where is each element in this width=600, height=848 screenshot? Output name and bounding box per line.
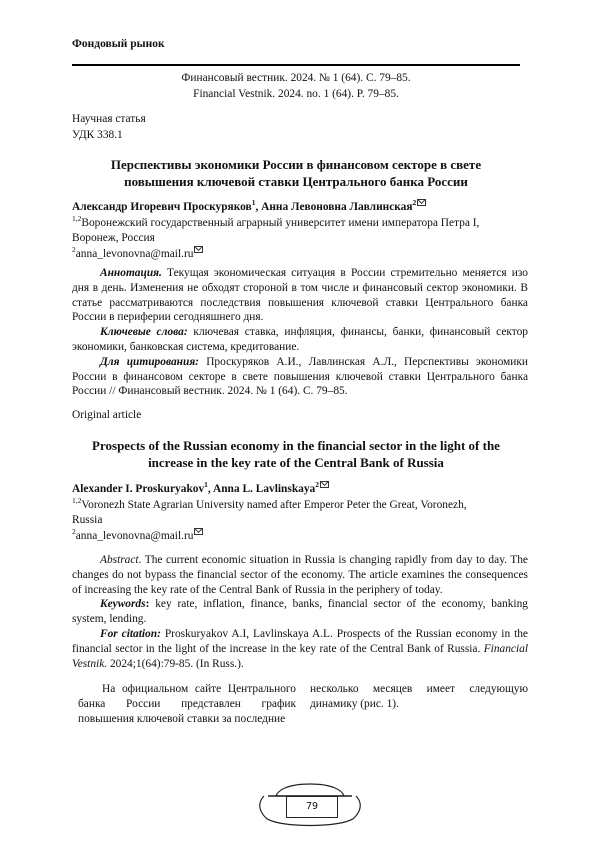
header-rule (72, 64, 520, 66)
ru-keywords (72, 325, 528, 355)
ru-cite-label: Для цитирования: (100, 355, 199, 368)
ru-udc: УДК 338.1 (72, 128, 123, 141)
ru-title-line: повышения ключевой ставки Центрального банка России (124, 174, 468, 189)
en-email[interactable]: anna_levonovna@mail.ru (75, 529, 194, 542)
ru-article-type: Научная статья (72, 113, 146, 125)
ru-cite-text: Проскуряков А.И., Лавлинская А.Л., Перспективы экономики России в финансовом секторе в свете повышения ключевой ставки Центрального банка России // Финансовый вестник. 2024. № 1 (64). С. 79–85. (72, 355, 528, 398)
ru-abstract (72, 266, 528, 325)
envelope-icon (320, 481, 329, 488)
ru-email-sup: 2 (72, 244, 76, 254)
en-abstract-label: Abstract (100, 554, 139, 566)
en-affiliation (72, 495, 532, 514)
ru-author-1: Александр Игоревич Проскуряков (72, 201, 252, 213)
ru-affiliation (72, 213, 532, 232)
en-cite-label: For citation: (100, 627, 161, 640)
ru-abstract-block (72, 266, 528, 399)
ru-author-1-sup: 1 (251, 198, 256, 208)
en-author-line: Alexander I. Proskuryakov$^1$, Anna L. Lavlinskaya$^2$ (72, 482, 532, 498)
en-cite-text: Proskuryakov A.I, Lavlinskaya A.L. Prospects of the Russian economy in the financial sector in the light of the increase in the key rate of the Central Bank of Russia. (72, 627, 528, 655)
envelope-icon (417, 199, 426, 206)
en-email-sup: 2 (72, 526, 76, 536)
page-number: 79 (286, 796, 338, 818)
body-column-right (310, 682, 528, 712)
envelope-icon (194, 246, 203, 253)
en-abstract-text: The current economic situation in Russia is changing rapidly from day to day. The changes do not bypass the financial sector of the economy. The article examines the consequences of increasing the key rate of the Central Bank of Russia in the periphery of today. (72, 554, 528, 596)
en-title-line: Prospects of the Russian economy in the financial sector in the light of the (92, 438, 500, 453)
citation-en: Financial Vestnik. 2024. no. 1 (64). P. 79–85. (193, 88, 399, 100)
en-author-1-sup: 1 (204, 480, 208, 490)
ru-abstract-text: Текущая экономическая ситуация в России стремительно меняется изо дня в день. Изменения не обходят стороной в том числе и финансовый сектор экономики. В статье рассматриваются последствия повышения ключевой ставки Центрального банка России в периферии сегодняшнего дня. (72, 267, 528, 324)
en-cite-journal: Financial Vestnik (72, 642, 528, 670)
ru-keywords-text: ключевая ставка, инфляция, финансы, банки, финансовый сектор экономики, банковская система, кредитование. (72, 326, 528, 353)
ru-article-meta (72, 112, 146, 143)
en-author-2: Anna L. Lavlinskaya (213, 483, 316, 495)
en-title (72, 437, 520, 471)
ru-email-line (72, 244, 532, 263)
ru-authors (72, 200, 532, 262)
body-paragraph: На официальном сайте Центрального банка России представлен график повышения ключевой ставки за последние (78, 683, 296, 725)
en-affiliation-line: Russia (72, 514, 103, 526)
ru-citation (72, 355, 528, 399)
ru-title-line: Перспективы экономики России в финансовом секторе в свете (110, 157, 482, 172)
body-column-left (78, 682, 296, 727)
ru-author-line: Александр Игоревич Проскуряков$^1$, Анна Левоновна Лавлинская$^2$ (72, 200, 532, 216)
en-authors (72, 482, 532, 544)
en-keywords: Keywords: key rate, inflation, finance, banks, financial sector of the economy, banking system, lending. (72, 598, 528, 626)
en-author-1: Alexander I. Proskuryakov (72, 483, 205, 495)
en-abstract: Abstract. The current economic situation in Russia is changing rapidly from day to day. The changes do not bypass the financial sector of the economy. The article examines the consequences of increasing the key rate of the Central Bank of Russia in the periphery of today. (72, 554, 528, 596)
en-keywords-text: key rate, inflation, finance, banks, financial sector of the economy, banking system, lending. (72, 598, 528, 626)
ru-author-2: Анна Левоновна Лавлинская (261, 201, 413, 213)
ru-keywords-label: Ключевые слова: (100, 326, 188, 339)
en-author-2-sup: 2 (315, 480, 319, 490)
ru-title (72, 156, 520, 190)
en-email-line (72, 526, 532, 545)
ru-affiliation-line: Воронеж, Россия (72, 232, 155, 244)
ru-email[interactable]: anna_levonovna@mail.ru (75, 247, 194, 260)
en-abstract-block (72, 553, 528, 671)
body-paragraph: несколько месяцев имеет следующую динамику (рис. 1). (310, 683, 528, 710)
envelope-icon (194, 528, 203, 535)
en-citation (72, 627, 528, 671)
en-keywords-label: Keywords (100, 598, 146, 611)
en-title-line: increase in the key rate of the Central Bank of Russia (148, 455, 444, 470)
en-cite-tail: . 2024;1(64):79-85. (In Russ.). (104, 657, 244, 670)
ru-author-2-sup: 2 (412, 198, 417, 208)
ru-affiliation-line: Воронежский государственный аграрный университет имени императора Петра I, (81, 216, 480, 229)
ru-abstract-label: Аннотация. (100, 267, 162, 279)
journal-citation (72, 70, 520, 102)
section-header: Фондовый рынок (72, 38, 165, 50)
citation-ru: Финансовый вестник. 2024. № 1 (64). С. 79–85. (181, 72, 411, 84)
en-affiliation-line: Voronezh State Agrarian University named after Emperor Peter the Great, Voronezh, (81, 498, 467, 511)
en-affiliation-sup: 1,2 (72, 495, 82, 505)
en-article-type: Original article (72, 409, 142, 421)
ru-affiliation-sup: 1,2 (72, 213, 82, 223)
